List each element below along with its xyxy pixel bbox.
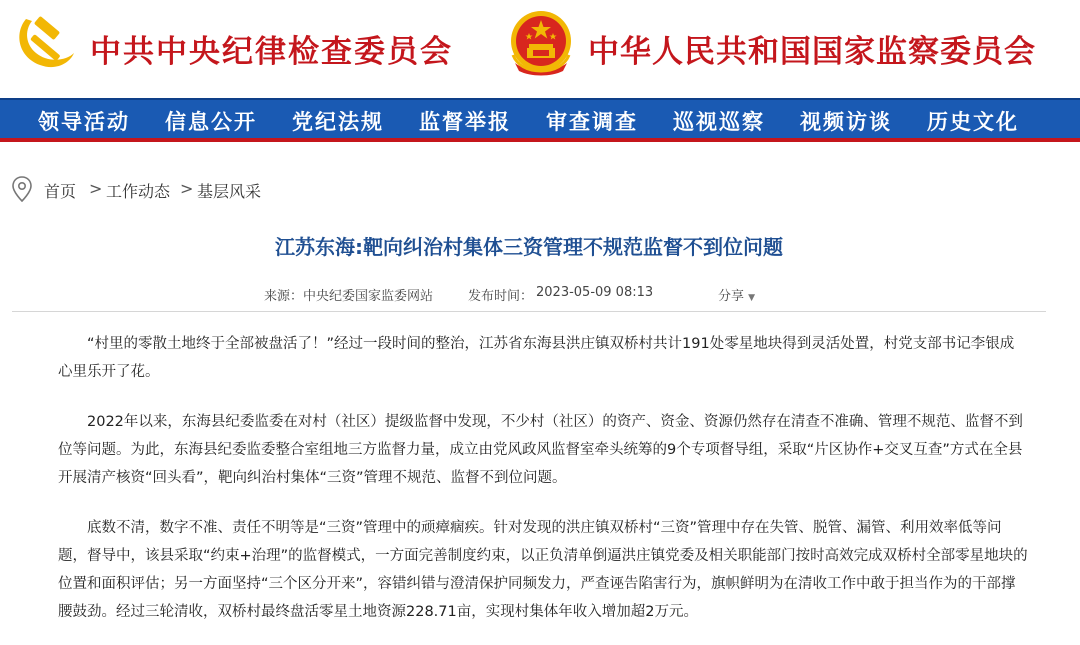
breadcrumb-separator: > — [89, 179, 103, 198]
nav-item-investigation[interactable]: 审查调查 — [546, 109, 638, 134]
article-title: 江苏东海:靶向纠治村集体三资管理不规范监督不到位问题 — [275, 235, 783, 259]
nav-item-report[interactable]: 监督举报 — [419, 109, 511, 134]
breadcrumb-grassroots[interactable]: 基层风采 — [197, 182, 262, 201]
location-pin-icon — [12, 176, 32, 202]
nav-item-video[interactable]: 视频访谈 — [800, 109, 892, 134]
nav-item-inspection[interactable]: 巡视巡察 — [673, 109, 765, 134]
publish-time-label: 发布时间： — [468, 289, 534, 304]
breadcrumb-home[interactable]: 首页 — [44, 182, 77, 201]
nav-item-history[interactable]: 历史文化 — [927, 109, 1019, 134]
breadcrumb-separator: > — [180, 179, 194, 198]
org-name-nsc: 中华人民共和国国家监察委员会 — [588, 34, 1036, 70]
source-label: 来源： — [264, 289, 304, 304]
party-emblem-icon — [12, 9, 78, 75]
nav-item-leadership[interactable]: 领导活动 — [38, 109, 130, 134]
publish-time: 2023-05-09 08:13 — [536, 285, 654, 300]
breadcrumb — [12, 176, 312, 202]
article-paragraph: 2022年以来，东海县纪委监委在对村（社区）提级监督中发现，不少村（社区）的资产、资金、资源仍然存在清查不准确、管理不规范、监督不到位等问题。为此，东海县纪委监委整合室组地三方监督力量，成立由党风政风监督室牵头统筹的9个专项督导组，采取“片区协作+交叉互查”方式在全县开展清产核资“回头看”，靶向纠治村集体“三资”管理不规范、监督不到位问题。 — [58, 414, 1023, 486]
share-label: 分享 — [718, 289, 745, 304]
caret-down-icon: ▼ — [748, 293, 756, 303]
share-button[interactable] — [718, 285, 755, 304]
main-nav — [0, 98, 1080, 142]
breadcrumb-work-news[interactable]: 工作动态 — [106, 182, 171, 201]
article-source: 中央纪委国家监委网站 — [303, 289, 434, 304]
divider — [12, 311, 1046, 312]
article-paragraph: “村里的零散土地终于全部被盘活了！”经过一段时间的整治，江苏省东海县洪庄镇双桥村共计191处零星地块得到灵活处置，村党支部书记李银成心里乐开了花。 — [58, 336, 1015, 380]
site-header — [0, 0, 1080, 98]
nav-list — [0, 100, 1080, 138]
nav-item-party-regulations[interactable]: 党纪法规 — [292, 109, 384, 134]
national-emblem-icon — [505, 7, 577, 79]
nav-item-info-disclosure[interactable]: 信息公开 — [165, 109, 257, 134]
org-name-ccdi: 中共中央纪律检查委员会 — [90, 34, 453, 70]
article-paragraph: 底数不清，数字不准、责任不明等是“三资”管理中的顽瘴痼疾。针对发现的洪庄镇双桥村“三资”管理中存在失管、脱管、漏管、利用效率低等问题，督导中，该县采取“约束+治理”的监督模式，一方面完善制度约束，以正负清单倒逼洪庄镇党委及相关职能部门按时高效完成双桥村全部零星地块的位置和面积评估；另一方面坚持“三个区分开来”，容错纠错与澄清保护同频发力，严查诬告陷害行为，旗帜鲜明为在清收工作中敢于担当作为的干部撑腰鼓劲。经过三轮清收，双桥村最终盘活零星土地资源228.71亩，实现村集体年收入增加超2万元。 — [58, 520, 1028, 620]
